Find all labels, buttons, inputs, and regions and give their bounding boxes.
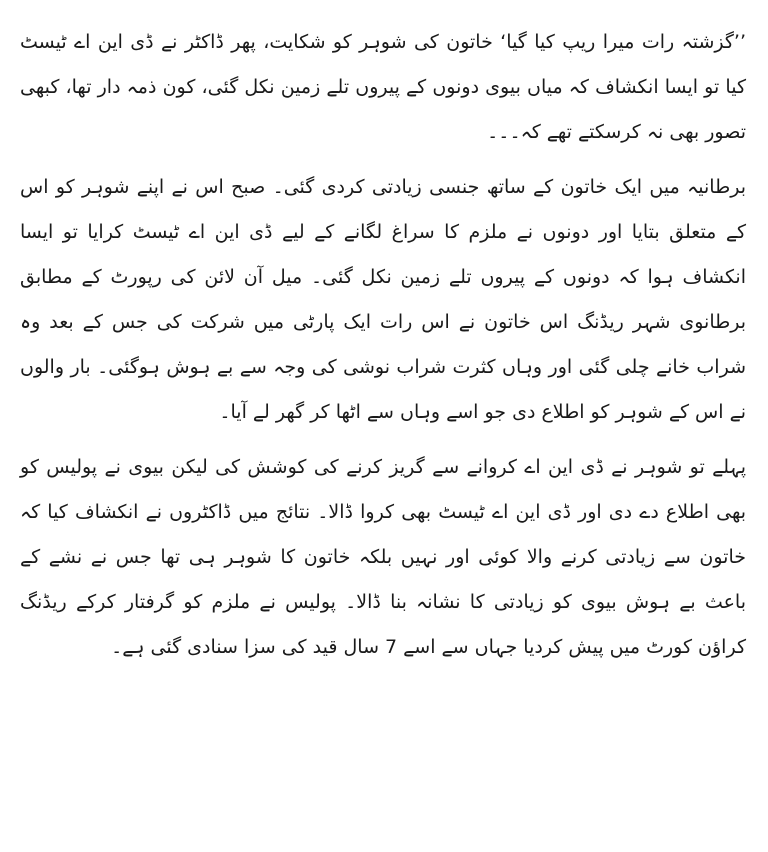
article-headline-paragraph: ’’گزشتہ رات میرا ریپ کیا گیا‘ خاتون کی شوہر کو شکایت، پھر ڈاکٹر نے ڈی این اے ٹیسٹ کیا تو ایسا انکشاف کہ میاں بیوی دونوں کے پیروں تلے زمین نکل گئی، کون ذمہ دار تھا، کبھی تصور بھی نہ کرسکتے تھے کہ۔۔۔	[20, 31, 746, 143]
article-paragraph: پہلے تو شوہر نے ڈی این اے کروانے سے گریز کرنے کی کوشش کی لیکن بیوی نے پولیس کو بھی اطلاع دے دی اور ڈی این اے ٹیسٹ بھی کروا ڈالا۔ نتائج میں ڈاکٹروں نے انکشاف کیا کہ خاتون سے زیادتی کرنے والا کوئی اور نہیں بلکہ خاتون کا شوہر ہی تھا جس نے نشے کے باعث بے ہوش بیوی کو زیادتی کا نشانہ بنا ڈالا۔ پولیس نے ملزم کو گرفتار کرکے ریڈنگ کراؤن کورٹ میں پیش کردیا جہاں سے اسے 7 سال قید کی سزا سنادی گئی ہے۔	[20, 456, 746, 658]
article-paragraph: برطانیہ میں ایک خاتون کے ساتھ جنسی زیادتی کردی گئی۔ صبح اس نے اپنے شوہر کو اس کے متعلق بتایا اور دونوں نے ملزم کا سراغ لگانے کے لیے ڈی این اے ٹیسٹ کرایا تو ایسا انکشاف ہوا کہ دونوں کے پیروں تلے زمین نکل گئی۔ میل آن لائن کی رپورٹ کے مطابق برطانوی شہر ریڈنگ اس خاتون نے اس رات ایک پارٹی میں شرکت کی جس کے بعد وہ شراب خانے چلی گئی اور وہاں کثرت شراب نوشی کی وجہ سے بے ہوش ہوگئی۔ بار والوں نے اس کے شوہر کو اطلاع دی جو اسے وہاں سے اٹھا کر گھر لے آیا۔	[20, 176, 746, 423]
article-body	[20, 0, 746, 670]
